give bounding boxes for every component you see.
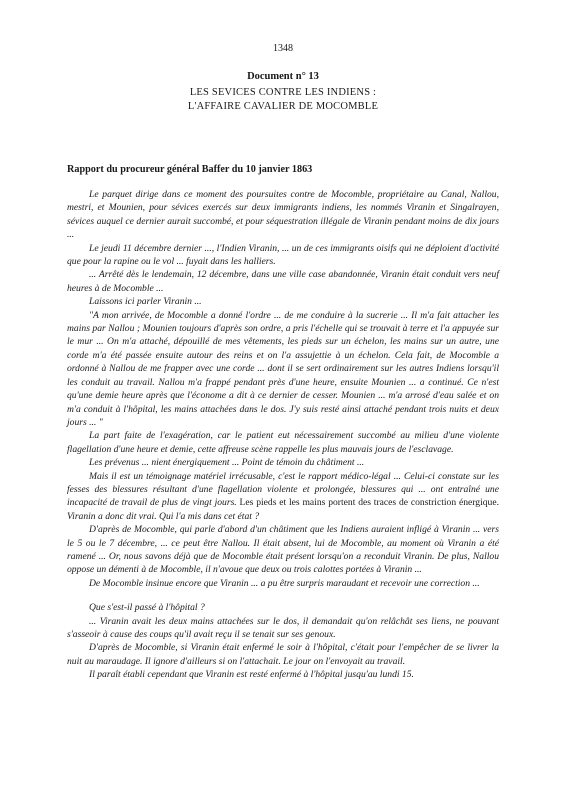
paragraph-segment: Mais il est un témoignage matériel irrécusable, c'est le rapport médico-légal ... Celui-ci constate sur les fesses des blessures résultant d'une flagellation violente et prolongée, blessures qui ... ont entraîné une incapacité de travail de plus de vingt jours. [67, 470, 499, 509]
paragraph-segment: Viranin a donc dit vrai. Qui l'a mis dans cet état ? [67, 510, 260, 522]
report-heading: Rapport du procureur général Baffer du 10 janvier 1863 [67, 164, 313, 175]
paragraph: Il paraît établi cependant que Viranin est resté enfermé à l'hôpital jusqu'au lundi 15. [89, 669, 414, 681]
document-title-line-1: LES SEVICES CONTRE LES INDIENS : [189, 87, 377, 99]
paragraph: D'après de Mocomble, qui parle d'abord d'un châtiment que les Indiens auraient infligé à Viranin ... vers le 5 ou le 7 décembre, ... ce peut être Nallou. Il était absent, lui de Mocomble, au moment où Viranin a été ramené ... Or, nous savons déjà que de Mocomble était présent lorsqu'on a reconduit Viranin. De plus, Nallou oppose un démenti à de Mocomble, il n'avoue que deux ou trois calottes portées à Viranin ... [67, 524, 499, 576]
paragraph: La part faite de l'exagération, car le patient eut nécessairement succombé au milieu d'une violente flagellation d'une heure et demie, cette affreuse scène rappelle les plus mauvais jours de l'esclavage. [67, 430, 499, 455]
paragraph: D'après de Mocomble, si Viranin était enfermé le soir à l'hôpital, c'était pour l'empêcher de se livrer la nuit au maraudage. Il ignore d'ailleurs si on l'attachait. Le jour on l'envoyait au travail. [67, 642, 499, 667]
paragraph: ... Viranin avait les deux mains attachées sur le dos, il demandait qu'on relâchât ses liens, ne pouvant s'asseoir à cause des coups qu'il avait reçu il se tenait sur ses genoux. [67, 615, 499, 640]
document-header [0, 70, 566, 114]
report-body [67, 188, 499, 682]
paragraph: "A mon arrivée, de Mocomble a donné l'ordre ... de me conduire à la sucrerie ... Il m'a fait attacher les mains par Nallou ; Mounien toujours d'après son ordre, a pris l'échelle qui se trouvait à terre et l'a appuyée sur le mur ... On m'a attaché, dépouillé de mes vêtements, les pieds sur un échelon, les mains sur un autre, une corde m'a été passée ensuite autour des reins et on l'a assujettie à un échelon. Cela fait, de Mocomble a ordonné à Nallou de me frapper avec une corde ... dont il se sert ordinairement sur les autres Indiens lorsqu'il les conduit au travail. Nallou m'a frappé pendant près d'une heure, ensuite Mounien ... a continué. Ce n'est qu'une demie heure après que l'économe a dit à ce dernier de cesser. Mounien ... m'a arrosé d'eau salée et on m'a conduit à l'hôpital, les mains attachées dans le dos. J'y suis resté ainsi attaché pendant trois nuits et deux jours ... " [67, 309, 499, 428]
paragraph-mixed [67, 470, 499, 524]
paragraph: Les prévenus ... nient énergiquement ... Point de témoin du châtiment ... [89, 457, 365, 469]
paragraph: Le jeudi 11 décembre dernier ..., l'Indien Viranin, ... un de ces immigrants oisifs qui ne déploient d'activité que pour la rapine ou le vol ... fuyait dans les halliers. [67, 242, 499, 268]
paragraph: ... Arrêté dès le lendemain, 12 décembre, dans une ville case abandonnée, Viranin était conduit vers neuf heures à de Mocomble ... [67, 269, 499, 294]
document-title-line-2: L'AFFAIRE CAVALIER DE MOCOMBLE [187, 101, 379, 113]
paragraph: Laissons ici parler Viranin ... [89, 296, 202, 308]
paragraph: De Mocomble insinue encore que Viranin ... a pu être surpris maraudant et recevoir une correction ... [89, 577, 480, 589]
page-number: 1348 [273, 43, 293, 54]
paragraph-segment-roman: Les pieds et les mains portent des traces de constriction énergique. [236, 497, 500, 509]
paragraph: Que s'est-il passé à l'hôpital ? [89, 602, 205, 614]
paragraph: Le parquet dirige dans ce moment des poursuites contre de Mocomble, propriétaire au Canal, Nallou, mestri, et Mounien, pour sévices exercés sur deux immigrants indiens, les nommés Viranin et Singalrayen, sévices auquel ce dernier aurait succombé, et pour séquestration illégale de Viranin pendant moins de dix jours ... [67, 189, 499, 241]
document-label: Document n° 13 [247, 71, 319, 82]
